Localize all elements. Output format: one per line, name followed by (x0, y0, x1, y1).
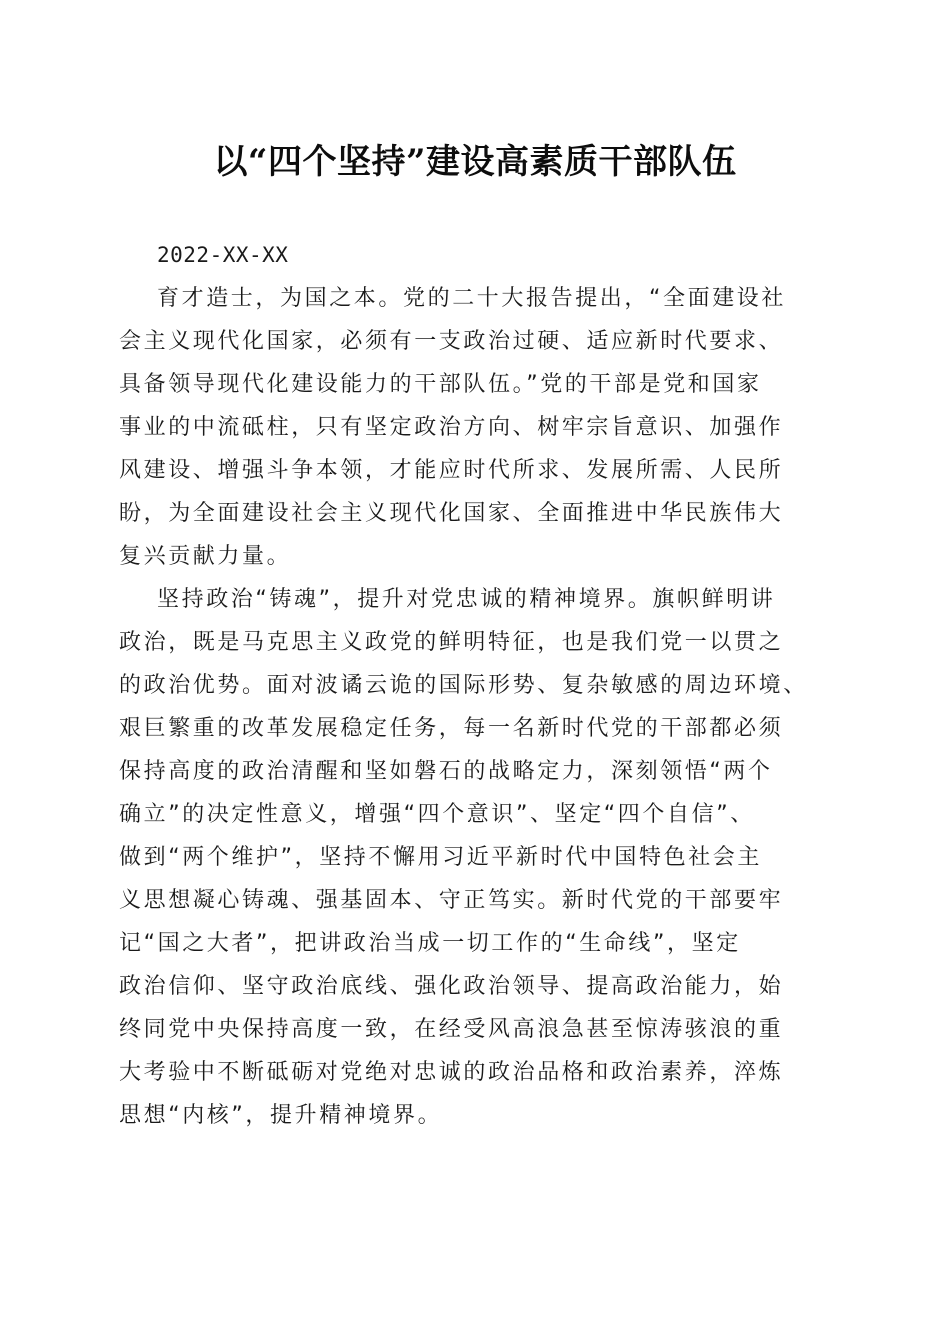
paragraph-line: 会主义现代化国家，必须有一支政治过硬、适应新时代要求、 (119, 329, 784, 354)
paragraph-line: 保持高度的政治清醒和坚如磐石的战略定力，深刻领悟“两个 (119, 759, 773, 784)
paragraph-line: 政治，既是马克思主义政党的鲜明特征，也是我们党一以贯之 (119, 630, 784, 655)
document-date: 2022-XX-XX (157, 243, 289, 267)
paragraph-line: 的政治优势。面对波谲云诡的国际形势、复杂敏感的周边环境、 (119, 673, 808, 698)
paragraph-line: 政治信仰、坚守政治底线、强化政治领导、提高政治能力，始 (119, 974, 784, 999)
paragraph-line: 坚持政治“铸魂”，提升对党忠诚的精神境界。旗帜鲜明讲 (157, 587, 776, 612)
paragraph-line: 义思想凝心铸魂、强基固本、守正笃实。新时代党的干部要牢 (119, 888, 784, 913)
paragraph-line: 记“国之大者”，把讲政治当成一切工作的“生命线”，坚定 (119, 931, 741, 956)
paragraph-line: 盼，为全面建设社会主义现代化国家、全面推进中华民族伟大 (119, 501, 784, 526)
paragraph-line: 大考验中不断砥砺对党绝对忠诚的政治品格和政治素养，淬炼 (119, 1060, 784, 1085)
document-title: 以“四个坚持”建设高素质干部队伍 (213, 142, 737, 182)
paragraph-political-soul (119, 578, 819, 1137)
document-body (119, 234, 819, 1137)
paragraph-line: 思想“内核”，提升精神境界。 (119, 1103, 443, 1128)
paragraph-line: 确立”的决定性意义，增强“四个意识”、坚定“四个自信”、 (119, 802, 755, 827)
paragraph-line: 育才造士，为国之本。党的二十大报告提出，“全面建设社 (157, 286, 786, 311)
paragraph-line: 风建设、增强斗争本领，才能应时代所求、发展所需、人民所 (119, 458, 784, 483)
paragraph-line: 复兴贡献力量。 (119, 544, 292, 569)
paragraph-intro (119, 277, 819, 578)
paragraph-line: 终同党中央保持高度一致，在经受风高浪急甚至惊涛骇浪的重 (119, 1017, 784, 1042)
paragraph-line: 艰巨繁重的改革发展稳定任务，每一名新时代党的干部都必须 (119, 716, 784, 741)
paragraph-line: 事业的中流砥柱，只有坚定政治方向、树牢宗旨意识、加强作 (119, 415, 784, 440)
paragraph-line: 做到“两个维护”，坚持不懈用习近平新时代中国特色社会主 (119, 845, 762, 870)
paragraph-line: 具备领导现代化建设能力的干部队伍。”党的干部是党和国家 (119, 372, 762, 397)
